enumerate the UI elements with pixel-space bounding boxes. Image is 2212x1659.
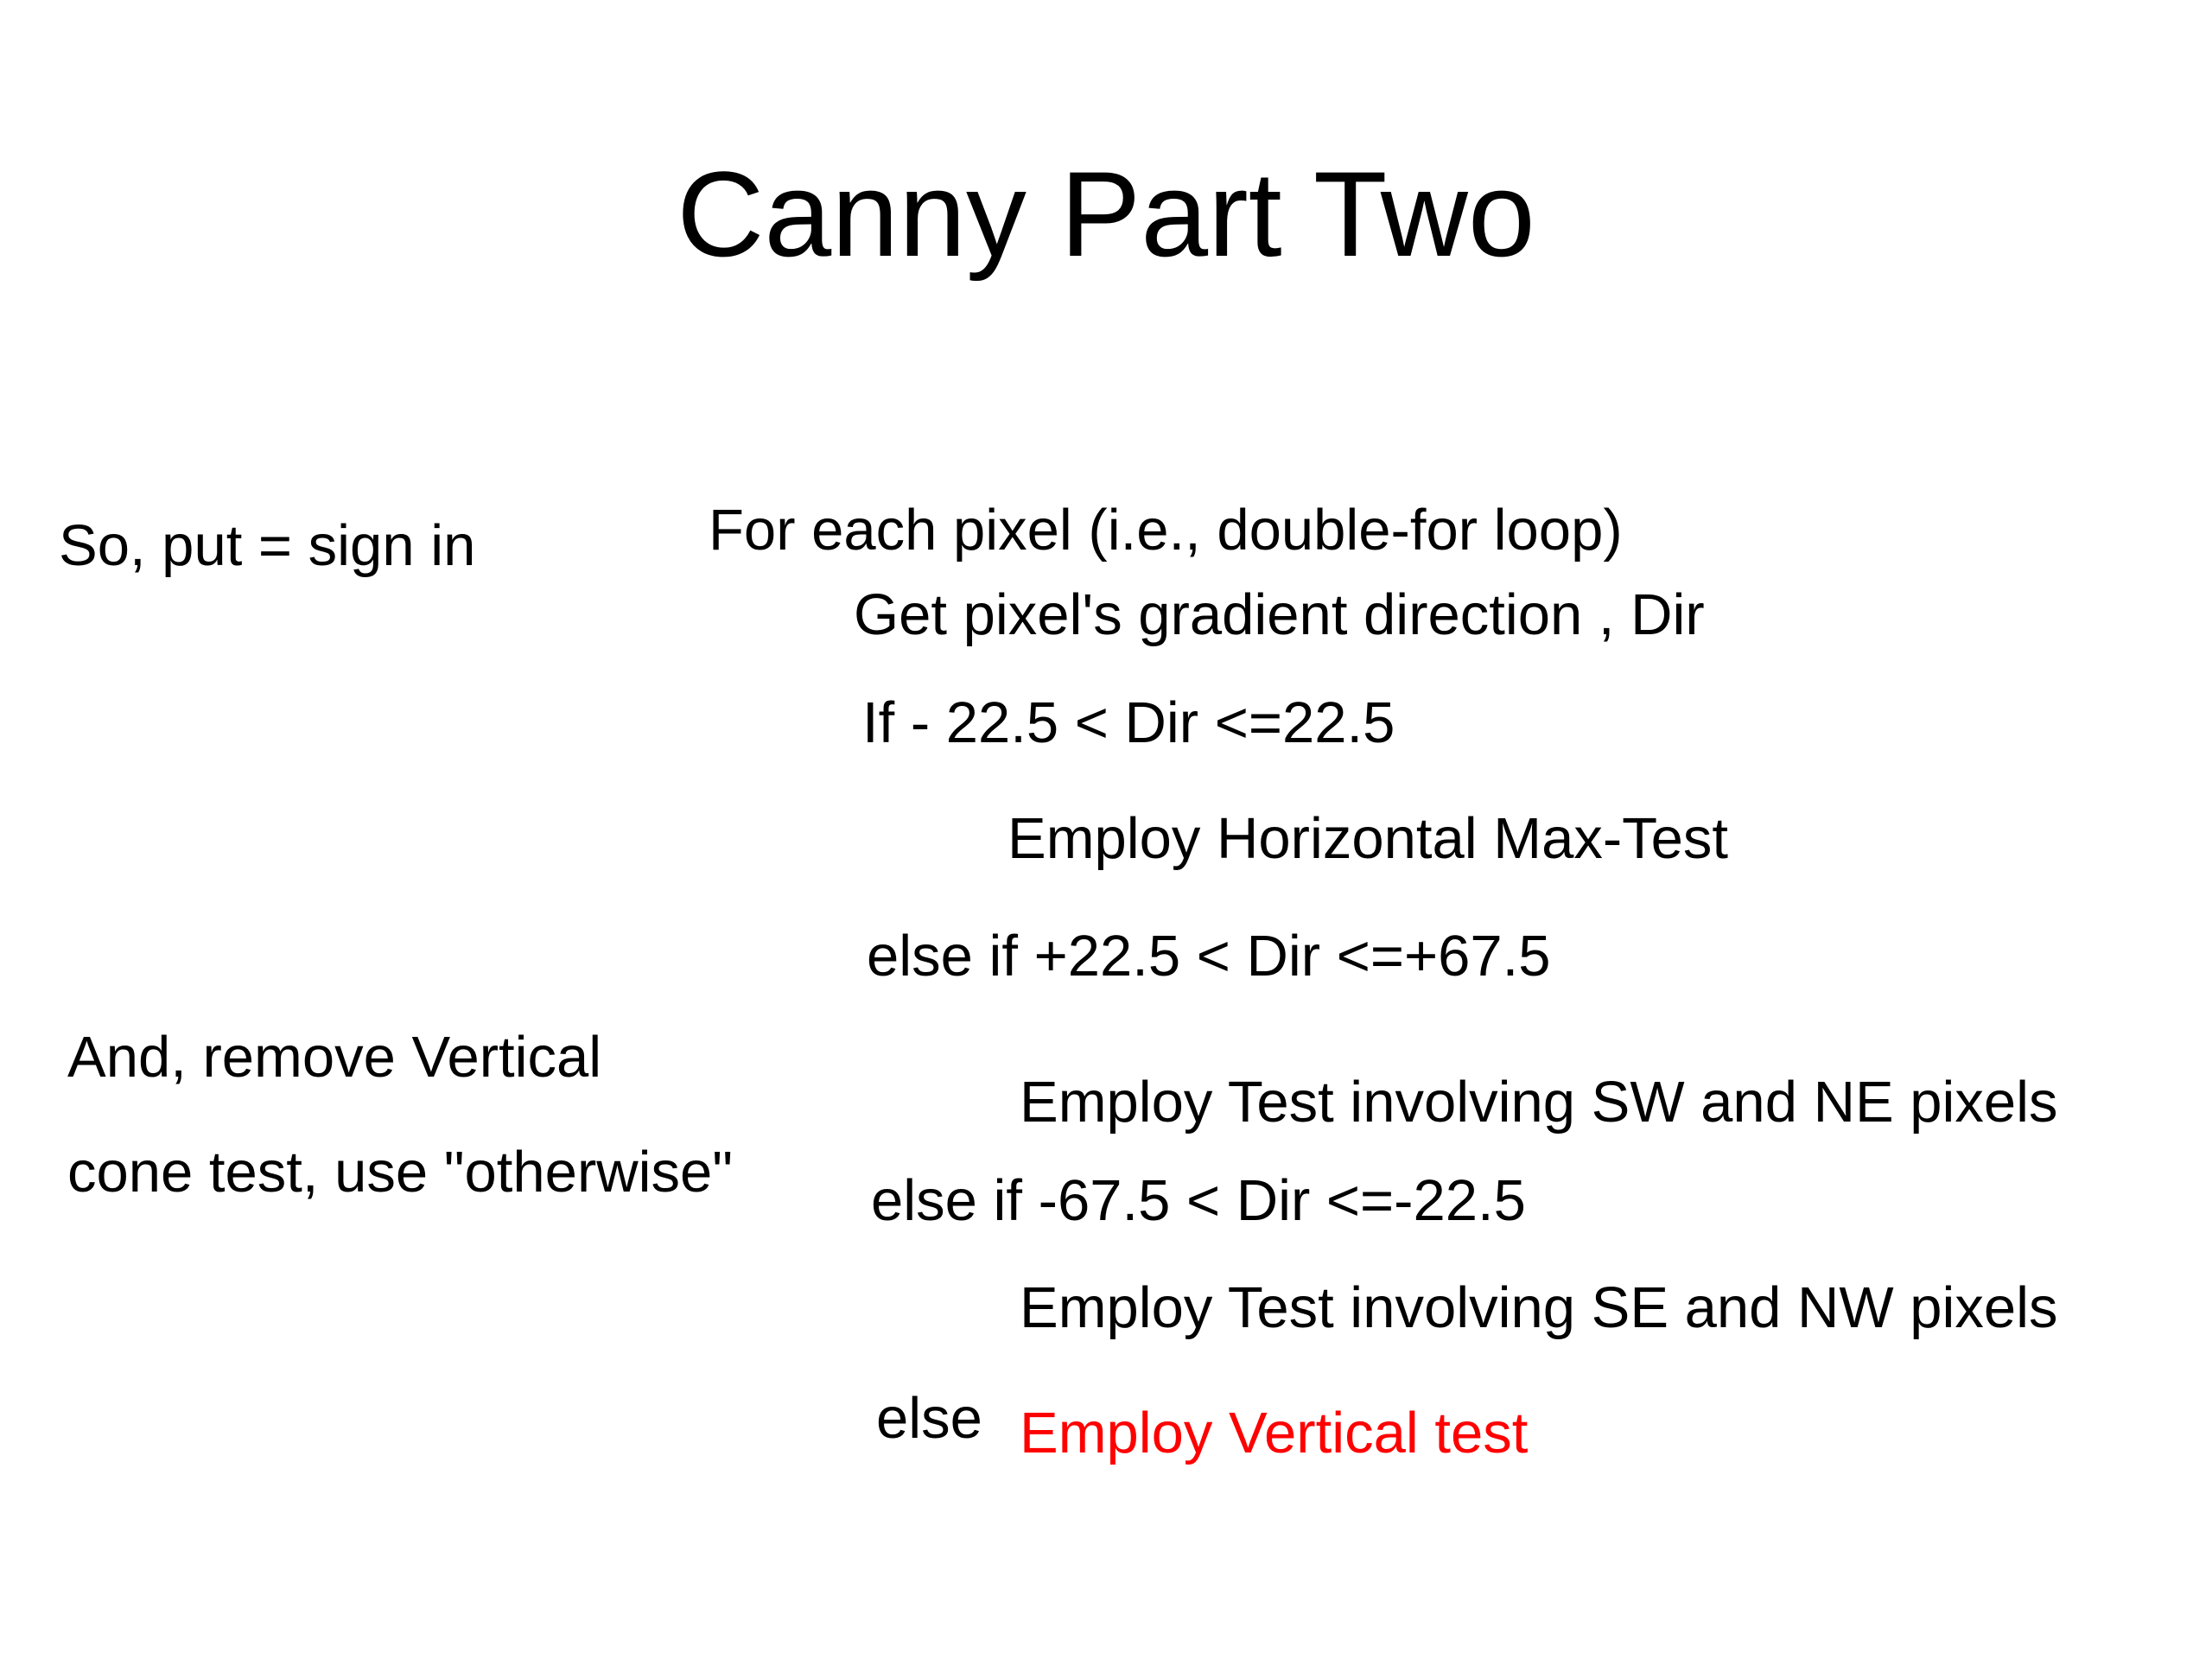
note-remove-vertical: And, remove Vertical — [67, 1025, 602, 1090]
loop-statement: For each pixel (i.e., double-for loop) — [709, 498, 1623, 563]
elseif-condition-1: else if +22.5 < Dir <=+67.5 — [867, 924, 1551, 988]
horizontal-max-test: Employ Horizontal Max-Test — [1007, 806, 1729, 871]
get-direction-statement: Get pixel's gradient direction , Dir — [854, 582, 1705, 647]
if-condition: If - 22.5 < Dir <=22.5 — [862, 690, 1395, 755]
vertical-test-highlight: Employ Vertical test — [1020, 1401, 1529, 1465]
note-cone-test-otherwise: cone test, use "otherwise" — [67, 1140, 734, 1205]
else-keyword: else — [876, 1386, 982, 1451]
slide-title: Canny Part Two — [677, 146, 1535, 282]
elseif-condition-2: else if -67.5 < Dir <=-22.5 — [871, 1168, 1526, 1233]
note-put-equal-sign: So, put = sign in — [59, 513, 476, 578]
sw-ne-test: Employ Test involving SW and NE pixels — [1020, 1070, 2058, 1135]
se-nw-test: Employ Test involving SE and NW pixels — [1020, 1275, 2058, 1340]
